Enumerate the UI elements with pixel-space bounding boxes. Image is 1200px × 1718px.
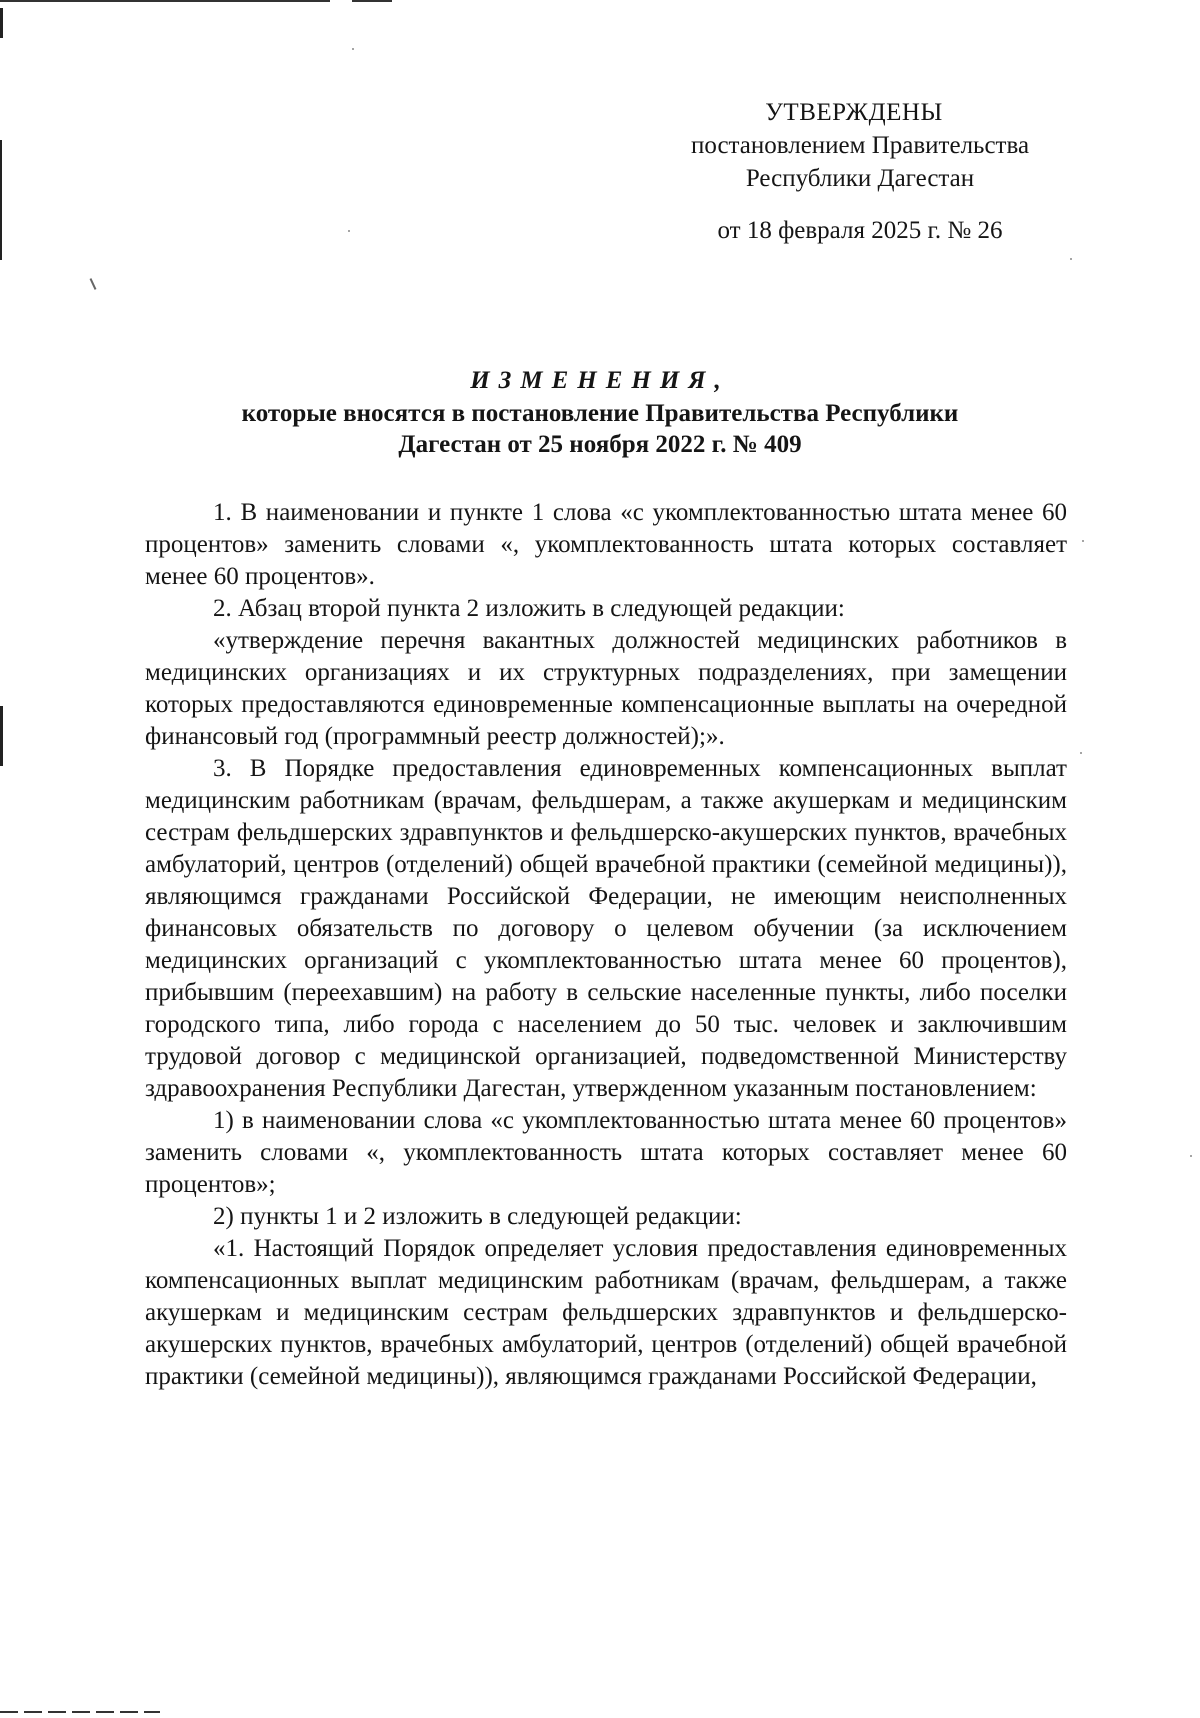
subtitle-line: Дагестан от 25 ноября 2022 г. № 409 [398,431,802,458]
scan-speck [1082,540,1084,542]
paragraph: 1) в наименовании слова «с укомплектованностью штата менее 60 процентов» заменить словами «, укомплектованность штата которых составляет менее 60 процентов»; [145,1107,1067,1198]
paragraph: 2) пункты 1 и 2 изложить в следующей редакции: [213,1203,742,1230]
approval-block [640,96,1080,247]
scan-speck [352,48,354,50]
document-title: ИЗМЕНЕНИЯ, [470,367,730,394]
subtitle-line: которые вносятся в постановление Правительства Республики [241,400,959,427]
paragraph: 1. В наименовании и пункте 1 слова «с укомплектованностью штата менее 60 процентов» заменить словами «, укомплектованность штата которых составляет менее 60 процентов». [145,499,1067,590]
scan-speck [1190,1155,1192,1157]
scan-edge-line [352,0,392,2]
scan-edge-mark [0,706,3,766]
scan-speck [1070,258,1072,260]
scan-speck [348,230,350,232]
approval-authority: постановлением Правительства [690,132,1030,159]
paragraph: 2. Абзац второй пункта 2 изложить в следующей редакции: [213,595,845,622]
document-subtitle [140,398,1060,460]
paragraph: «утверждение перечня вакантных должностей медицинских работников в медицинских организациях и их структурных подразделениях, при замещении которых предоставляются единовременные компенсационные выплаты на очередной финансовый год (программный реестр должностей);». [145,627,1067,750]
scan-edge-mark [0,8,3,38]
scan-speck [1080,752,1082,754]
scan-speck [90,278,97,290]
scan-edge-line [0,0,330,2]
scan-edge-mark [0,140,2,260]
paragraph: 3. В Порядке предоставления единовременных компенсационных выплат медицинским работникам (врачам, фельдшерам, а также акушеркам и медицинским сестрам фельдшерских здравпунктов и фельдшерско-акушерских пунктов, врачебных амбулаторий, центров (отделений) общей врачебной практики (семейной медицины)), являющимся гражданами Российской Федерации, не имеющим неисполненных финансовых обязательств по договору о целевом обучении (за исключением медицинских организаций с укомплектованностью штата менее 60 процентов), прибывшим (переехавшим) на работу в сельские населенные пункты, либо поселки городского типа, либо города с населением до 50 тыс. человек и заключившим трудовой договор с медицинской организацией, подведомственной Министерству здравоохранения Республики Дагестан, утвержденном указанным постановлением: [145,755,1067,1102]
approval-region: Республики Дагестан [745,165,975,192]
approval-date: от 18 февраля 2025 г. № 26 [717,217,1003,244]
approval-title: УТВЕРЖДЕНЫ [765,99,943,126]
document-body [145,497,1067,1393]
scan-edge-line [0,1711,160,1713]
paragraph: «1. Настоящий Порядок определяет условия предоставления единовременных компенсационных выплат медицинским работникам (врачам, фельдшерам, а также акушеркам и медицинским сестрам фельдшерских здравпунктов и фельдшерско-акушерских пунктов, врачебных амбулаторий, центров (отделений) общей врачебной практики (семейной медицины)), являющимся гражданами Российской Федерации, [145,1235,1067,1390]
